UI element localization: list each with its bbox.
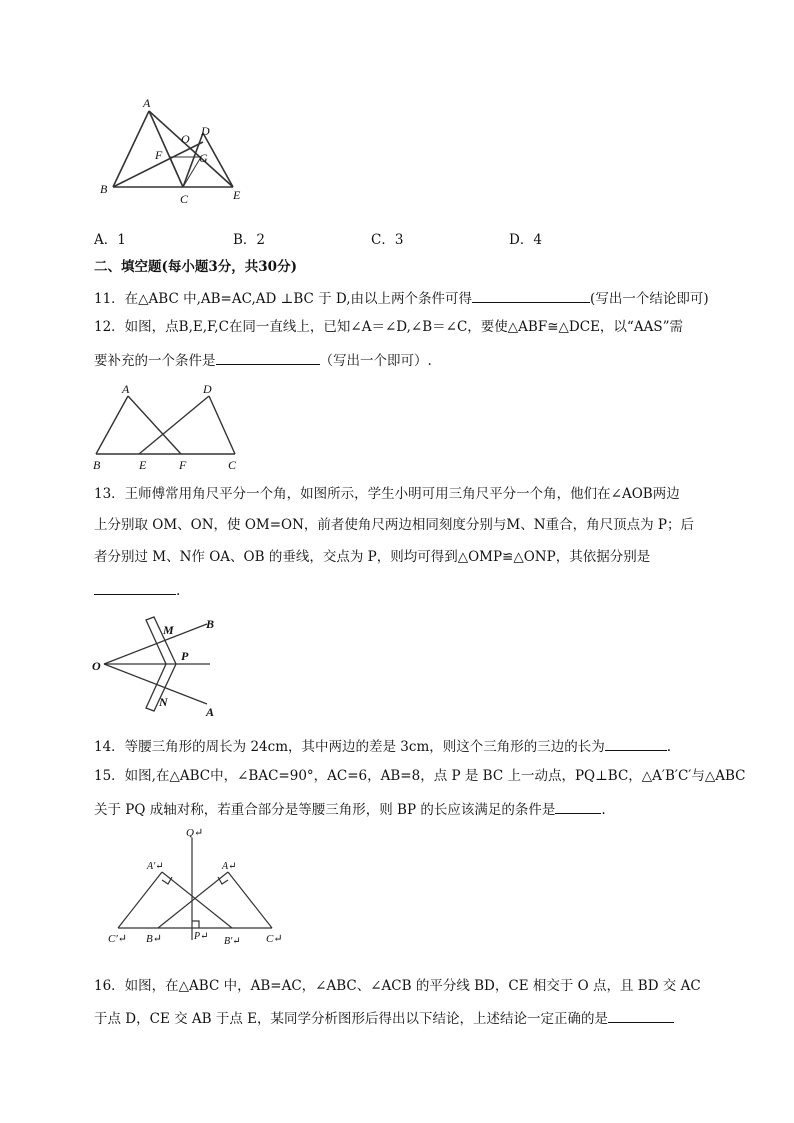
q15-label-c: C↵: [266, 933, 283, 945]
q15-label-a-prime: A′↵: [147, 861, 164, 872]
q15-label-b: B↵: [146, 933, 162, 945]
q15-line1: 15．如图,在△ABC中，∠BAC=90°，AC=6，AB=8，点 P 是 BC 上一动点，PQ⊥BC，△A′B′C′与△ABC: [94, 768, 746, 784]
q12-label-b: B: [93, 458, 101, 472]
q13-line1: 13．王师傅常用角尺平分一个角，如图所示，学生小明可用三角尺平分一个角，他们在∠AOB两边: [94, 486, 680, 502]
q15-label-a: A↵: [222, 861, 237, 872]
q15-line2-prefix: 关于 PQ 成轴对称，若重合部分是等腰三角形，则 BP 的长应该满足的条件是: [94, 802, 556, 818]
q11-line: [94, 288, 709, 308]
q12-line2-prefix: 要补充的一个条件是: [94, 353, 216, 369]
q14-suffix: .: [666, 739, 672, 755]
q13-suffix: .: [176, 583, 181, 599]
q15-figure: [100, 828, 290, 950]
q15-line2: [94, 799, 606, 819]
q14-text: 14．等腰三角形的周长为 24cm，其中两边的差是 3cm，则这个三角形的三边的长为: [94, 739, 605, 755]
q15-answer-blank[interactable]: [555, 799, 601, 814]
q13-label-m: M: [163, 623, 174, 637]
q10-option-d: D．4: [509, 232, 542, 248]
q12-figure: [90, 380, 250, 472]
q12-line2-suffix: （写出一个即可）.: [319, 353, 432, 369]
q13-line4: [94, 580, 180, 600]
q10-figure: [95, 95, 255, 210]
section-title: 二、填空题(每小题3分，共30分): [94, 259, 297, 275]
q12-label-d: D: [203, 382, 212, 396]
q10-option-a: A．1: [94, 232, 126, 248]
q16-line2-prefix: 于点 D，CE 交 AB 于点 E，某同学分析图形后得出以下结论，上述结论一定正确的是: [94, 1011, 608, 1027]
q12-label-c: C: [228, 458, 237, 472]
q10-label-b: B: [100, 182, 108, 196]
q13-label-n: N: [159, 695, 168, 709]
q10-label-a: A: [143, 96, 151, 110]
q11-text: 11．在△ABC 中,AB=AC,AD ⊥BC 于 D,由以上两个条件可得: [94, 291, 473, 307]
q13-line3: 者分别过 M、N作 OA、OB 的垂线，交点为 P，则均可得到△OMP≌△ONP，其依据分别是: [94, 549, 651, 565]
q13-label-b: B: [206, 617, 215, 631]
q15-label-b-prime: B′↵: [224, 936, 241, 947]
q12-label-a: A: [122, 382, 130, 396]
q15-label-p: P↵: [194, 931, 209, 942]
q10-label-d: D: [201, 124, 210, 138]
q12-line1: 12．如图，点B,E,F,C在同一直线上，已知∠A＝∠D,∠B＝∠C，要使△ABF≅△DCE，以“AAS”需: [94, 319, 683, 335]
q16-answer-blank[interactable]: [608, 1008, 674, 1023]
q15-line2-suffix: .: [601, 802, 606, 818]
q15-label-q: Q↵: [186, 827, 204, 839]
q14-answer-blank[interactable]: [605, 736, 667, 751]
q10-option-b: B．2: [233, 232, 266, 248]
q10-label-g: G: [199, 151, 208, 165]
q12-answer-blank[interactable]: [216, 350, 320, 365]
q16-line1: 16．如图，在△ABC 中，AB=AC，∠ABC、∠ACB 的平分线 BD，CE 相交于 O 点，且 BD 交 AC: [94, 978, 701, 994]
q10-label-c: C: [180, 192, 189, 206]
q14-line: [94, 736, 671, 756]
q13-label-p: P: [181, 649, 189, 663]
q13-answer-blank[interactable]: [94, 580, 176, 595]
q10-label-o: O: [181, 132, 190, 146]
q12-line2: [94, 350, 432, 370]
q10-option-c: C．3: [371, 232, 404, 248]
q11-suffix: (写出一个结论即可): [590, 291, 709, 307]
q13-line2: 上分别取 OM、ON，使 OM=ON，前者使角尺两边相同刻度分别与M、N重合，角尺顶点为 P；后: [94, 517, 694, 533]
q11-answer-blank[interactable]: [472, 288, 590, 303]
q10-label-e: E: [233, 188, 241, 202]
q15-label-c-prime: C′↵: [108, 933, 127, 945]
q12-label-e: E: [139, 458, 147, 472]
q12-label-f: F: [179, 458, 187, 472]
q13-figure: [90, 612, 230, 722]
q13-label-o: O: [92, 659, 101, 673]
q13-label-a: A: [206, 705, 215, 719]
q16-line2: [94, 1008, 674, 1028]
q10-label-f: F: [155, 148, 163, 162]
